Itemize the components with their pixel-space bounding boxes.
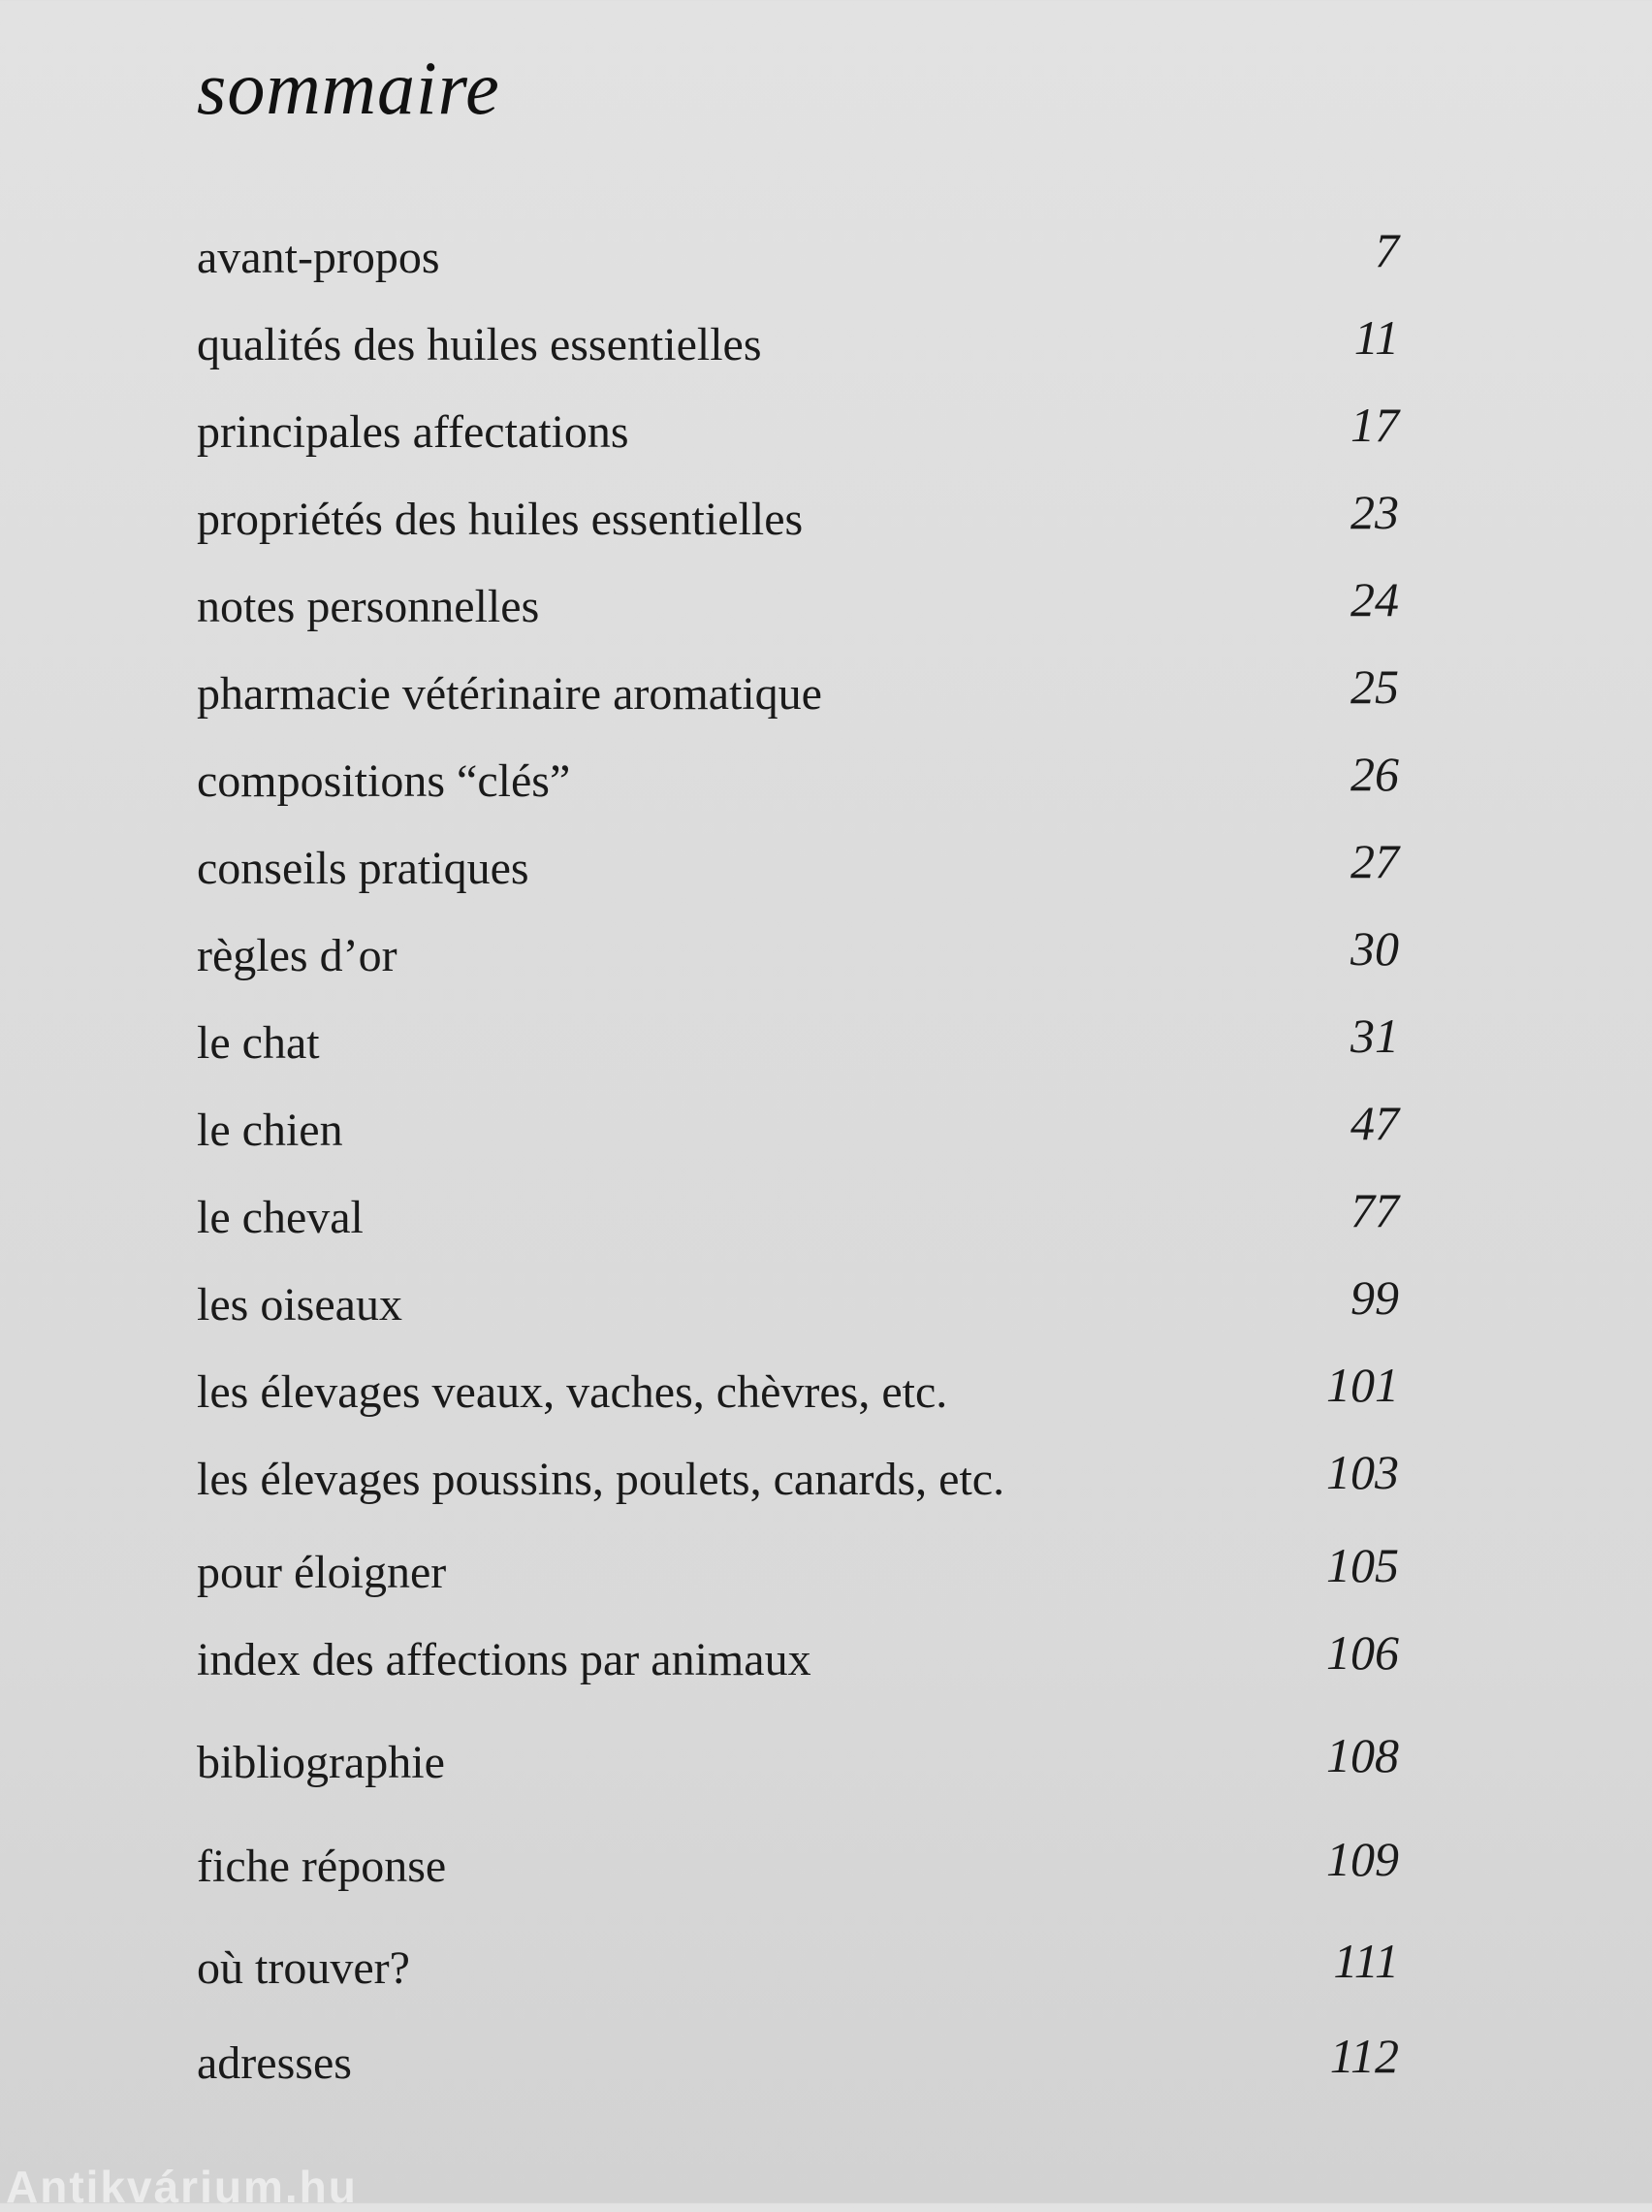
toc-entry-page: 112	[1329, 2029, 1399, 2083]
toc-entry	[197, 1445, 1399, 1511]
toc-entry-page: 106	[1326, 1625, 1399, 1680]
toc-entry-page: 31	[1350, 1009, 1399, 1063]
toc-entry-label: principales affectations	[197, 406, 629, 458]
toc-entry	[197, 1934, 1399, 2000]
toc-entry	[197, 659, 1399, 725]
toc-entry-page: 7	[1375, 223, 1399, 277]
toc-entry-page: 47	[1350, 1096, 1399, 1150]
toc-entry-label: bibliographie	[197, 1737, 445, 1788]
toc-entry-label: le chat	[197, 1017, 320, 1069]
toc-entry-page: 30	[1350, 921, 1399, 976]
toc-entry	[197, 223, 1399, 289]
toc-entry	[197, 2029, 1399, 2095]
toc-entry-label: où trouver?	[197, 1942, 410, 1994]
toc-entry-label: qualités des huiles essentielles	[197, 319, 762, 370]
toc-entry-label: adresses	[197, 2037, 352, 2089]
toc-entry-label: pharmacie vétérinaire aromatique	[197, 668, 822, 720]
toc-entry-label: les oiseaux	[197, 1279, 402, 1330]
toc-entry	[197, 310, 1399, 376]
toc-entry	[197, 1270, 1399, 1336]
toc-entry-page: 105	[1326, 1538, 1399, 1592]
toc-entry	[197, 398, 1399, 464]
toc-entry	[197, 921, 1399, 987]
toc-entry-page: 109	[1326, 1832, 1399, 1886]
toc-entry-page: 23	[1350, 485, 1399, 539]
toc-entry-page: 11	[1353, 310, 1399, 365]
toc-entry	[197, 1625, 1399, 1691]
toc-entry	[197, 747, 1399, 813]
toc-entry	[197, 485, 1399, 551]
toc-entry	[197, 1009, 1399, 1074]
toc-entry	[197, 1096, 1399, 1162]
toc-entry	[197, 1183, 1399, 1249]
toc-entry	[197, 572, 1399, 638]
toc-entry-label: propriétés des huiles essentielles	[197, 494, 804, 545]
toc-entry-page: 108	[1326, 1728, 1399, 1782]
watermark: Antikvárium.hu	[6, 2162, 358, 2212]
toc-entry-label: avant-propos	[197, 232, 440, 283]
toc-entry	[197, 1538, 1399, 1604]
toc-entry-label: notes personnelles	[197, 581, 540, 632]
toc-entry-page: 77	[1350, 1183, 1399, 1237]
toc-entry	[197, 1728, 1399, 1794]
toc-entry-label: les élevages poussins, poulets, canards, etc.	[197, 1454, 1005, 1505]
toc-entry-label: règles d’or	[197, 930, 397, 981]
toc-entry-page: 24	[1350, 572, 1399, 626]
page-title: sommaire	[197, 46, 500, 130]
toc-entry-page: 111	[1333, 1934, 1399, 1988]
toc-entry-page: 103	[1326, 1445, 1399, 1499]
toc-entry-label: le chien	[197, 1105, 343, 1156]
toc-entry-label: les élevages veaux, vaches, chèvres, etc.	[197, 1366, 948, 1418]
toc-entry-page: 99	[1350, 1270, 1399, 1325]
toc-entry-label: fiche réponse	[197, 1841, 447, 1892]
toc-entry-page: 27	[1350, 834, 1399, 888]
toc-entry	[197, 1832, 1399, 1898]
toc-entry	[197, 834, 1399, 900]
toc-entry-label: pour éloigner	[197, 1547, 447, 1598]
toc-entry-label: conseils pratiques	[197, 843, 529, 894]
toc-entry-page: 26	[1350, 747, 1399, 801]
toc-entry-label: le cheval	[197, 1192, 364, 1243]
toc-entry-label: compositions “clés”	[197, 755, 571, 807]
toc-entry-label: index des affections par animaux	[197, 1634, 811, 1685]
toc-entry-page: 101	[1326, 1358, 1399, 1412]
toc-entry-page: 25	[1350, 659, 1399, 714]
toc-entry	[197, 1358, 1399, 1424]
toc-entry-page: 17	[1350, 398, 1399, 452]
